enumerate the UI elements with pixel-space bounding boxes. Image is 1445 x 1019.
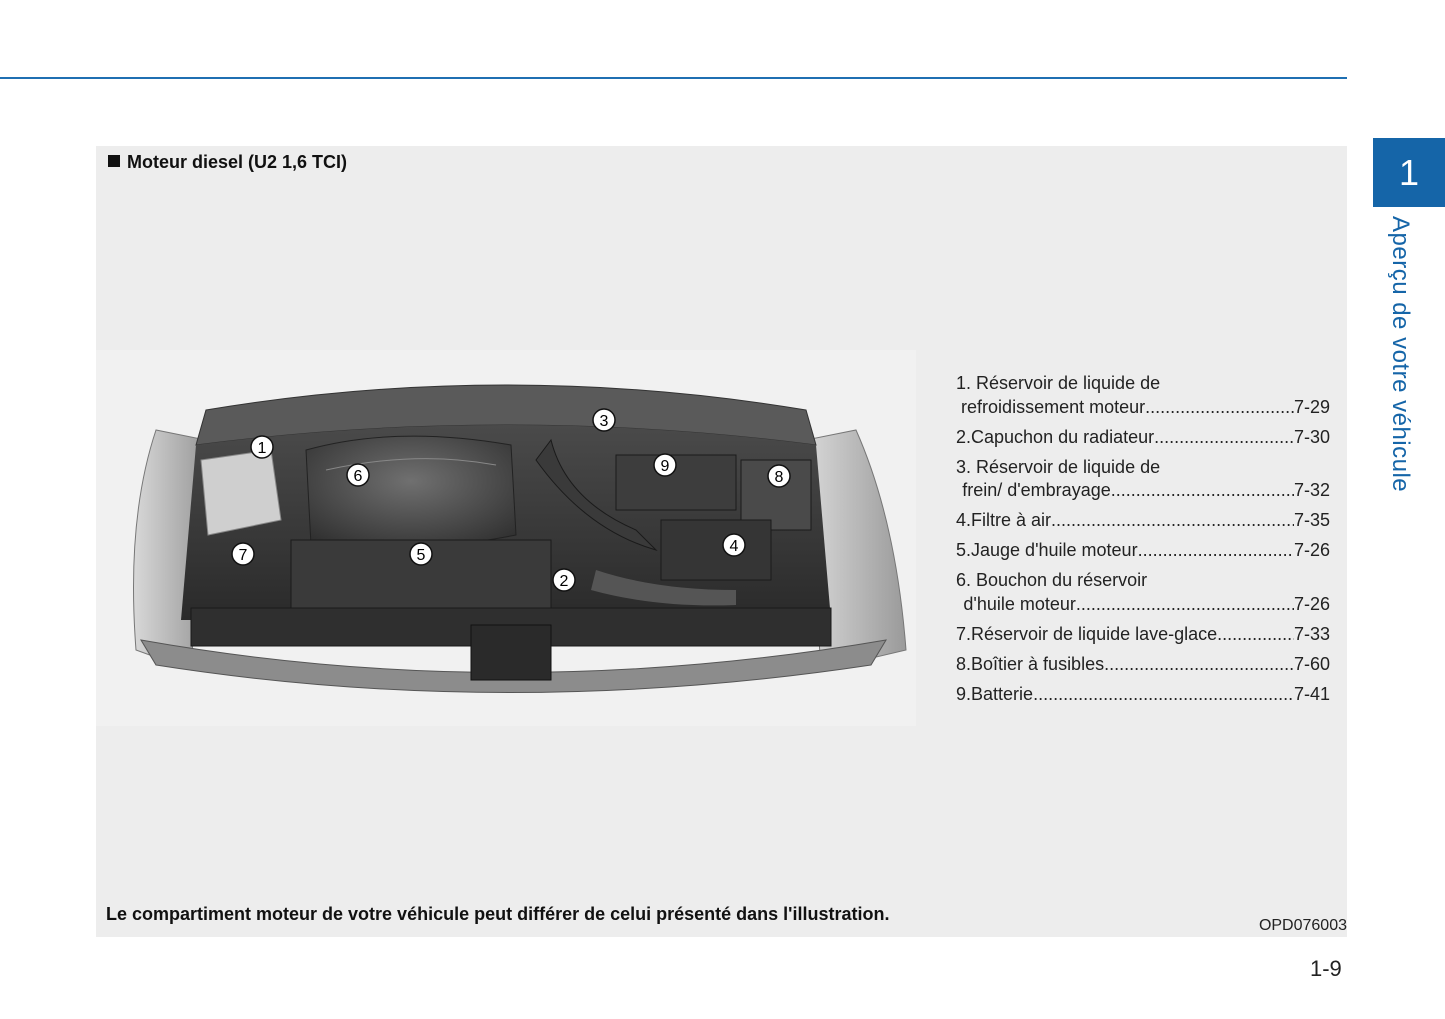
page-ref: 7-35: [1293, 510, 1330, 530]
parts-list: [956, 372, 1330, 713]
list-item: 2. Capuchon du radiateur ..... 7-30: [956, 426, 1330, 450]
footnote: Le compartiment moteur de votre véhicule peut différer de celui présenté dans l'illustration.: [106, 904, 890, 924]
list-item: 6. Bouchon du réservoir d'huile moteur ..... 7-26: [956, 569, 1330, 616]
page-ref: 7-26: [1293, 593, 1330, 614]
svg-text:3: 3: [599, 413, 609, 430]
list-item: 1. Réservoir de liquide de refroidissement moteur ..... 7-29: [956, 372, 1330, 419]
list-item: 7. Réservoir de liquide lave-glace ..... 7-33: [956, 623, 1330, 647]
list-item: 5. Jauge d'huile moteur ..... 7-26: [956, 539, 1330, 563]
list-item: 8. Boîtier à fusibles ..... 7-60: [956, 653, 1330, 677]
page-ref: 7-32: [1293, 480, 1330, 500]
page-ref: 7-29: [1293, 396, 1330, 417]
chapter-title: Aperçu de votre véhicule: [1387, 216, 1414, 493]
section-title-text: Moteur diesel (U2 1,6 TCI): [127, 152, 348, 172]
figure-panel: [96, 146, 1347, 937]
svg-text:6: 6: [353, 468, 363, 485]
svg-text:1: 1: [257, 440, 267, 457]
svg-text:4: 4: [729, 538, 739, 555]
page-ref: 7-41: [1293, 683, 1330, 704]
callout-6: [347, 464, 369, 486]
page-number: 1-9: [1310, 956, 1342, 981]
page-ref: 7-33: [1293, 623, 1330, 644]
header-rule: [0, 77, 1347, 79]
page-ref: 7-26: [1293, 540, 1330, 560]
square-bullet-icon: [108, 155, 120, 167]
list-item: 4. Filtre à air ..... 7-35: [956, 509, 1330, 533]
chapter-number-tab[interactable]: 1: [1373, 138, 1445, 207]
svg-text:7: 7: [238, 547, 248, 564]
callout-3: [593, 409, 615, 431]
svg-text:8: 8: [774, 469, 784, 486]
callout-1: [251, 436, 273, 458]
callout-4: [723, 534, 745, 556]
svg-text:2: 2: [559, 573, 569, 590]
callout-2: [553, 569, 575, 591]
page-ref: 7-60: [1293, 653, 1330, 674]
image-code: OPD076003: [1258, 917, 1347, 934]
callout-5: [410, 543, 432, 565]
page-ref: 7-30: [1293, 426, 1330, 447]
list-item: 9. Batterie ..... 7-41: [956, 683, 1330, 707]
list-item: 3. Réservoir de liquide de frein/ d'embrayage ..... 7-32: [956, 456, 1330, 503]
callout-8: [768, 465, 790, 487]
engine-compartment-illustration: [96, 350, 916, 726]
callout-9: [654, 454, 676, 476]
callout-7: [232, 543, 254, 565]
svg-text:5: 5: [416, 547, 426, 564]
svg-text:9: 9: [660, 458, 670, 475]
section-title: [108, 152, 347, 173]
